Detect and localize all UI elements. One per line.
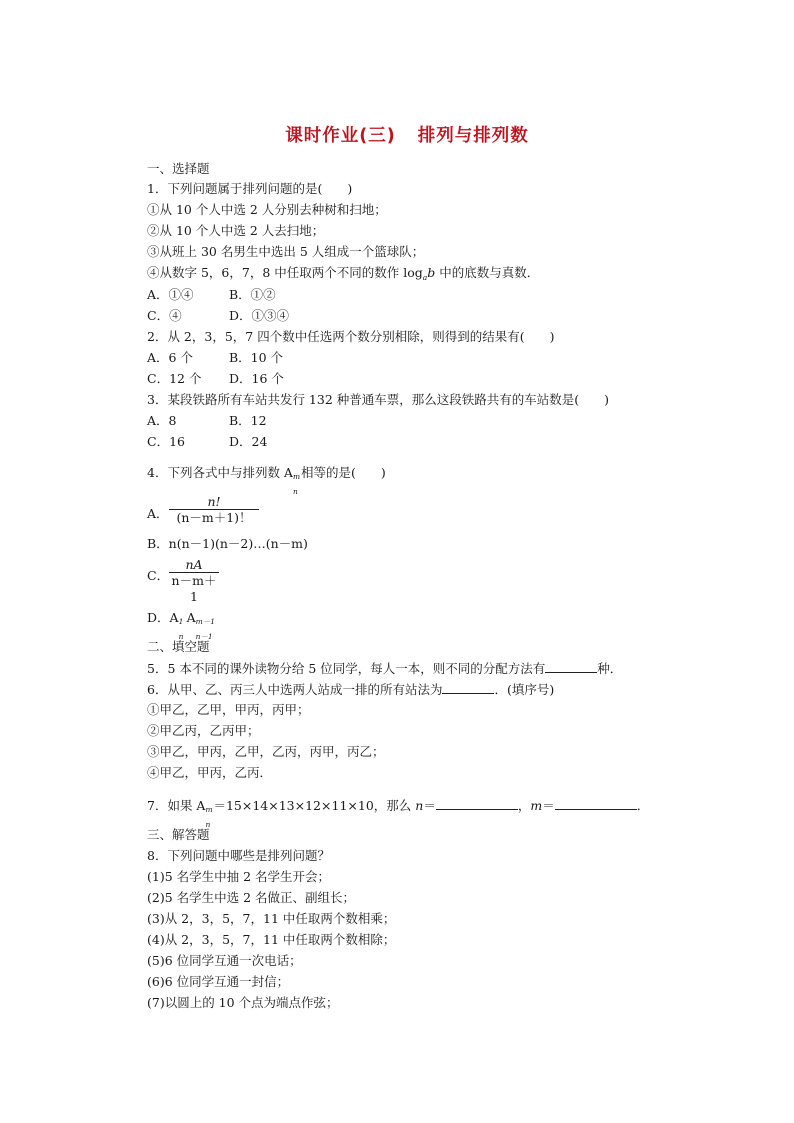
q1-option-c: C．④ — [147, 308, 182, 323]
q1-options-row-2 — [147, 307, 289, 325]
q7-answer-n-blank[interactable] — [436, 796, 518, 810]
q3-options-row-1 — [147, 412, 267, 430]
q4-option-a-label: A． — [147, 506, 169, 521]
q4-option-d: D．A 1 n A m－1 n－1 — [147, 610, 215, 641]
q4-option-a-fraction: n! (n－m＋1)！ — [169, 494, 259, 526]
q1-option-a: A．①④ — [147, 287, 194, 302]
section-heading-choice: 一、选择题 — [147, 161, 210, 176]
q1-option-d: D．①③④ — [229, 308, 290, 323]
q1-options-row-1 — [147, 286, 276, 304]
q3-option-a: A．8 — [147, 413, 177, 428]
q2-option-a: A．6 个 — [147, 350, 193, 365]
title-main: 课时作业(三) — [285, 126, 396, 146]
q7: 7．如果 A m n ＝15×14×13×12×11×10，那么 n＝ ，m＝ ． — [147, 798, 650, 829]
page-title — [147, 122, 667, 147]
q8-item-6: (6)6 位同学互通一封信； — [147, 974, 290, 989]
section-heading-solve: 三、解答题 — [147, 827, 210, 842]
section-heading-fill: 二、填空题 — [147, 639, 210, 654]
title-sub: 排列与排列数 — [417, 126, 529, 146]
q8-item-1: (1)5 名学生中抽 2 名学生开会； — [147, 869, 331, 884]
q3-option-d: D．24 — [229, 434, 268, 449]
q1-item-4: ④从数字 5，6，7，8 中任取两个不同的数作 $\log_ab$ 中的底数与真数． — [147, 265, 540, 282]
q2-option-b: B．10 个 — [229, 350, 284, 365]
q8-item-2: (2)5 名学生中选 2 名做正、副组长； — [147, 890, 356, 905]
q7-answer-m-blank[interactable] — [555, 796, 637, 810]
q1-item-1: ①从 10 个人中选 2 人分别去种树和扫地； — [147, 202, 387, 217]
q4-option-c-fraction: nA n－m＋1 — [169, 557, 219, 605]
q2-option-c: C．12 个 — [147, 371, 202, 386]
q5: 5．5 本不同的课外读物分给 5 位同学，每人一本，则不同的分配方法有 种． — [147, 661, 623, 676]
q1-item-2: ②从 10 个人中选 2 人去扫地； — [147, 223, 325, 238]
q8-stem: 8．下列问题中哪些是排列问题？ — [147, 848, 330, 863]
q6-item-2: ②甲乙丙，乙丙甲； — [147, 723, 260, 738]
q8-item-4: (4)从 2，3，5，7，11 中任取两个数相除； — [147, 932, 396, 947]
q6-item-1: ①甲乙，乙甲，甲丙，丙甲； — [147, 702, 310, 717]
q6-answer-blank[interactable] — [442, 680, 494, 694]
q2-stem: 2．从 2，3，5，7 四个数中任选两个数分别相除，则得到的结果有( ) — [147, 329, 555, 344]
q3-options-row-2 — [147, 433, 267, 451]
q1-option-b: B．①② — [229, 287, 276, 302]
q8-item-7: (7)以圆上的 10 个点为端点作弦； — [147, 995, 339, 1010]
q4-stem: 4．下列各式中与排列数 A m n 相等的是( ) — [147, 465, 386, 496]
q5-answer-blank[interactable] — [545, 659, 597, 673]
q2-options-row-1 — [147, 349, 283, 367]
q2-option-d: D．16 个 — [229, 371, 284, 386]
q8-item-3: (3)从 2，3，5，7，11 中任取两个数相乘； — [147, 911, 396, 926]
q1-item-3: ③从班上 30 名男生中选出 5 人组成一个篮球队； — [147, 244, 425, 259]
q3-stem: 3．某段铁路所有车站共发行 132 种普通车票，那么这段铁路共有的车站数是( ) — [147, 392, 610, 407]
q6-item-3: ③甲乙，甲丙，乙甲，乙丙，丙甲，丙乙； — [147, 744, 385, 759]
q3-option-c: C．16 — [147, 434, 185, 449]
q8-item-5: (5)6 位同学互通一次电话； — [147, 953, 302, 968]
q1-stem: 1．下列问题属于排列问题的是( ) — [147, 181, 353, 196]
q6-item-4: ④甲乙，甲丙，乙丙． — [147, 765, 273, 780]
q2-options-row-2 — [147, 370, 284, 388]
q6: 6．从甲、乙、丙三人中选两人站成一排的所有站法为 ．(填序号) — [147, 682, 555, 697]
q4-option-c-label: C． — [147, 568, 170, 583]
q3-option-b: B．12 — [229, 413, 267, 428]
q4-option-b: B．n(n－1)(n－2)…(n－m) — [147, 536, 308, 551]
